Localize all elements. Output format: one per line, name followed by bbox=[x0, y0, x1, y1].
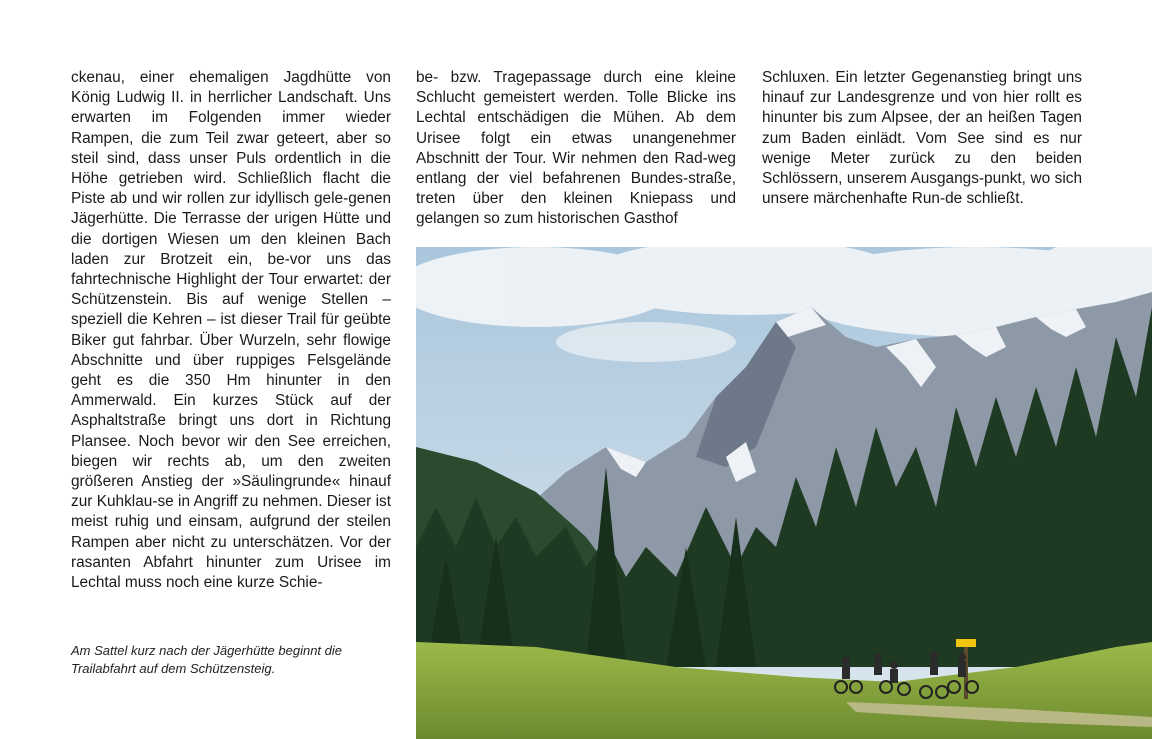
text-column-3 bbox=[762, 68, 1082, 209]
text-column-1 bbox=[71, 68, 391, 593]
column-3-paragraph: Schluxen. Ein letzter Gegenanstieg bringt uns hinauf zur Landesgrenze und von hier rollt es hinunter bis zum Alpsee, der an heißen Tagen zum Baden einlädt. Vom See sind es nur wenige Meter zurück zu den beiden Schlössern, unserem Ausgangs-punkt, wo sich unsere märchenhafte Run-de schließt. bbox=[762, 69, 1082, 208]
text-column-2 bbox=[416, 68, 736, 230]
column-1-paragraph: ckenau, einer ehemaligen Jagdhütte von König Ludwig II. in herrlicher Landschaft. Uns erwarten im Folgenden immer wieder Rampen, die zum Teil zwar geteert, aber so steil sind, dass unser Puls ordentlich in die Höhe getrieben wird. Schließlich flacht die Piste ab und wir rollen zur idyllisch gele-genen Jägerhütte. Die Terrasse der urigen Hütte und die dortigen Wiesen um den kleinen Bach laden zur Brotzeit ein, be-vor uns das fahrtechnische Highlight der Tour erwartet: der Schützenstein. Bis auf wenige Stellen – speziell die Kehren – ist dieser Trail für geübte Biker gut fahrbar. Über Wurzeln, sehr flowige Abschnitte und über ruppiges Felsgelände geht es die 350 Hm hinunter in den Ammerwald. Ein kurzes Stück auf der Asphaltstraße bringt uns dort in Richtung Plansee. Noch bevor wir den See erreichen, biegen wir rechts ab, um den zweiten größeren Anstieg der »Säulingrunde« hinauf zur Kuhklau-se in Angriff zu nehmen. Dieser ist meist ruhig und einsam, aufgrund der steilen Rampen aber nicht zu unterschätzen. Vor der rasanten Abfahrt hinunter zum Urisee im Lechtal muss noch eine kurze Schie- bbox=[71, 69, 391, 592]
column-2-paragraph: be- bzw. Tragepassage durch eine kleine Schlucht gemeistert werden. Tolle Blicke ins Lechtal entschädigen die Mühen. Ab dem Urisee folgt ein etwas unangenehmer Abschnitt der Tour. Wir nehmen den Rad-weg entlang der viel befahrenen Bundes-straße, treten über den kleinen Kniepass und gelangen so zum historischen Gasthof bbox=[416, 69, 736, 228]
mountain-bike-photo bbox=[416, 247, 1152, 739]
landscape-illustration bbox=[416, 247, 1152, 739]
signpost-sign bbox=[956, 639, 976, 647]
photo-caption: Am Sattel kurz nach der Jägerhütte beginnt die Trailabfahrt auf dem Schützensteig. bbox=[71, 643, 342, 676]
